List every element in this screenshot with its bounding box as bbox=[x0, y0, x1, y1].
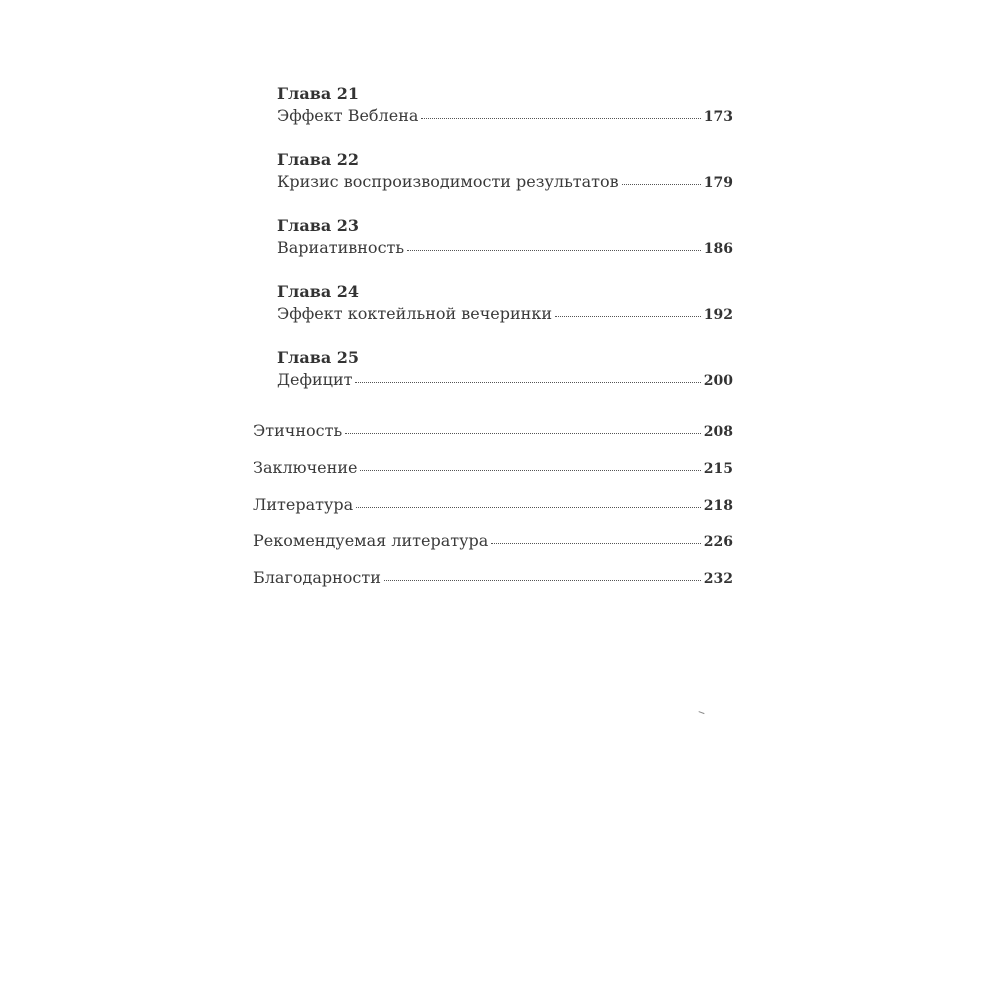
toc-chapter-entry[interactable] bbox=[277, 282, 733, 326]
dot-leader bbox=[355, 382, 700, 383]
chapter-label: Глава 25 bbox=[277, 348, 360, 367]
toc-section-entry[interactable] bbox=[253, 495, 733, 517]
dot-leader bbox=[555, 316, 701, 317]
toc-row bbox=[253, 531, 733, 553]
section-title: Заключение bbox=[253, 458, 358, 477]
page-number: 215 bbox=[703, 461, 733, 477]
page-number: 192 bbox=[703, 307, 733, 323]
chapter-title: Кризис воспроизводимости результатов bbox=[277, 172, 619, 191]
dot-leader bbox=[345, 433, 701, 434]
toc-chapter-entry[interactable] bbox=[277, 84, 733, 128]
toc-section-entry[interactable] bbox=[253, 421, 733, 443]
chapter-title: Эффект Веблена bbox=[277, 106, 419, 125]
section-title: Рекомендуемая литература bbox=[253, 531, 489, 550]
toc-chapter-entry[interactable] bbox=[277, 216, 733, 260]
chapter-title: Эффект коктейльной вечеринки bbox=[277, 304, 552, 323]
toc-chapter-entry[interactable] bbox=[277, 150, 733, 194]
toc-row bbox=[277, 238, 733, 260]
dot-leader bbox=[360, 470, 700, 471]
page-number: 173 bbox=[703, 109, 733, 125]
page-number: 208 bbox=[703, 424, 733, 440]
page-number: 200 bbox=[703, 373, 733, 389]
toc-row bbox=[277, 106, 733, 128]
dot-leader bbox=[356, 507, 701, 508]
dot-leader bbox=[407, 250, 701, 251]
dot-leader bbox=[384, 580, 701, 581]
page-number: 179 bbox=[703, 175, 733, 191]
stray-mark bbox=[697, 711, 704, 717]
dot-leader bbox=[421, 118, 700, 119]
chapter-label: Глава 24 bbox=[277, 282, 360, 301]
toc-row bbox=[277, 172, 733, 194]
chapter-label: Глава 21 bbox=[277, 84, 360, 103]
toc-section-entry[interactable] bbox=[253, 458, 733, 480]
page-number: 232 bbox=[703, 571, 733, 587]
section-title: Литература bbox=[253, 495, 354, 514]
section-title: Благодарности bbox=[253, 568, 381, 587]
toc-row bbox=[253, 495, 733, 517]
toc-row bbox=[253, 568, 733, 590]
page-number: 226 bbox=[703, 534, 733, 550]
toc-row bbox=[253, 421, 733, 443]
dot-leader bbox=[491, 543, 700, 544]
toc-row bbox=[277, 370, 733, 392]
toc-chapter-entry[interactable] bbox=[277, 348, 733, 392]
toc-section-entry[interactable] bbox=[253, 568, 733, 590]
toc-row bbox=[277, 304, 733, 326]
section-title: Этичность bbox=[253, 421, 343, 440]
chapter-label: Глава 22 bbox=[277, 150, 360, 169]
page-number: 218 bbox=[703, 498, 733, 514]
toc-section-entry[interactable] bbox=[253, 531, 733, 553]
chapter-title: Дефицит bbox=[277, 370, 353, 389]
toc-row bbox=[253, 458, 733, 480]
chapter-title: Вариативность bbox=[277, 238, 405, 257]
page-number: 186 bbox=[703, 241, 733, 257]
dot-leader bbox=[622, 184, 701, 185]
chapter-label: Глава 23 bbox=[277, 216, 360, 235]
